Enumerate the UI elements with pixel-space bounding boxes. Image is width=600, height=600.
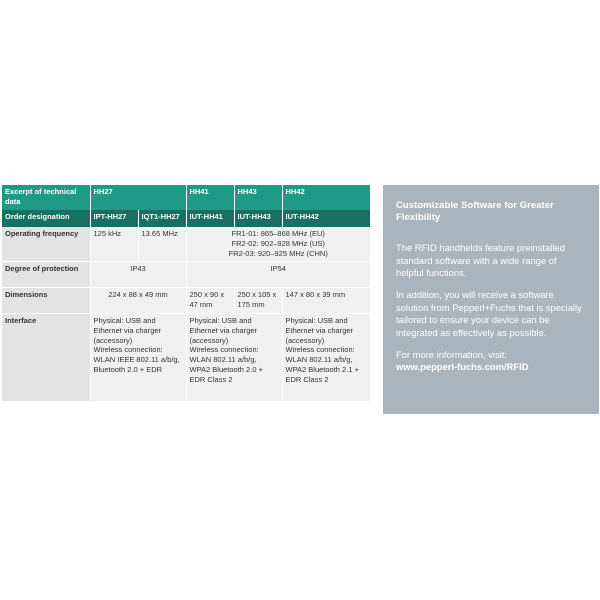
dimensions-hh41: 250 x 90 x 47 mm xyxy=(186,288,234,314)
dimensions-hh43: 250 x 105 x 175 mm xyxy=(234,288,282,314)
table-row xyxy=(2,288,370,314)
promo-paragraph-tailored: In addition, you will receive a software solution from Pepperl+Fuchs that is specially tailored to ensure your device can be integrated as effectively as possible. xyxy=(396,289,582,339)
group-header-hh27: HH27 xyxy=(90,185,186,210)
interface-hh41-hh43: Physical: USB and Ethernet via charger (accessory) Wireless connection: WLAN 802.11 a/b/g, WPA2 Bluetooth 2.0 + EDR Class 2 xyxy=(186,314,282,402)
group-header-hh43: HH43 xyxy=(234,185,282,210)
order-code-iqt1-hh27: IQT1-HH27 xyxy=(138,210,186,227)
order-designation-label: Order designation xyxy=(2,210,90,227)
table-row xyxy=(2,262,370,288)
order-code-ipt-hh27: IPT-HH27 xyxy=(90,210,138,227)
order-code-iut-hh42: IUT-HH42 xyxy=(282,210,370,227)
group-header-hh42: HH42 xyxy=(282,185,370,210)
more-info-text: For more information, visit: xyxy=(396,348,507,360)
interface-label: Interface xyxy=(2,314,90,402)
operating-frequency-label: Operating frequency xyxy=(2,227,90,262)
order-code-iut-hh43: IUT-HH43 xyxy=(234,210,282,227)
interface-hh42: Physical: USB and Ethernet via charger (accessory) Wireless connection: WLAN 802.11 a/b/g, WPA2 Bluetooth 2.1 + EDR Class 2 xyxy=(282,314,370,402)
software-promo-panel xyxy=(383,185,599,414)
order-designation-row xyxy=(2,210,370,227)
website-link[interactable]: www.pepperl-fuchs.com/RFID xyxy=(396,361,529,373)
promo-title: Customizable Software for Greater Flexibility xyxy=(396,200,554,224)
dimensions-hh42: 147 x 80 x 39 mm xyxy=(282,288,370,314)
dimensions-hh27: 224 x 88 x 49 mm xyxy=(90,288,186,314)
promo-paragraph-preinstalled: The RFID handhelds feature preinstalled standard software with a wide range of helpful functions. xyxy=(396,241,565,279)
frequency-ipt-hh27: 125 kHz xyxy=(90,227,138,262)
corner-header: Excerpt of technical data xyxy=(2,185,90,210)
table-row xyxy=(2,227,370,262)
dimensions-label: Dimensions xyxy=(2,288,90,314)
table-group-header-row xyxy=(2,185,370,210)
protection-other-models: IP54 xyxy=(186,262,370,288)
degree-of-protection-label: Degree of protection xyxy=(2,262,90,288)
group-header-hh41: HH41 xyxy=(186,185,234,210)
order-code-iut-hh41: IUT-HH41 xyxy=(186,210,234,227)
frequency-iqt1-hh27: 13.65 MHz xyxy=(138,227,186,262)
technical-data-table xyxy=(2,185,370,402)
frequency-iut-models: FR1-01: 865–868 MHz (EU) FR2-02: 902–928 MHz (US) FR2-03: 920–925 MHz (CHN) xyxy=(186,227,370,262)
protection-hh27: IP43 xyxy=(90,262,186,288)
interface-hh27: Physical: USB and Ethernet via charger (accessory) Wireless connection: WLAN IEEE 802.11 a/b/g, Bluetooth 2.0 + EDR xyxy=(90,314,186,402)
promo-more-info xyxy=(396,349,586,374)
table-row xyxy=(2,314,370,402)
